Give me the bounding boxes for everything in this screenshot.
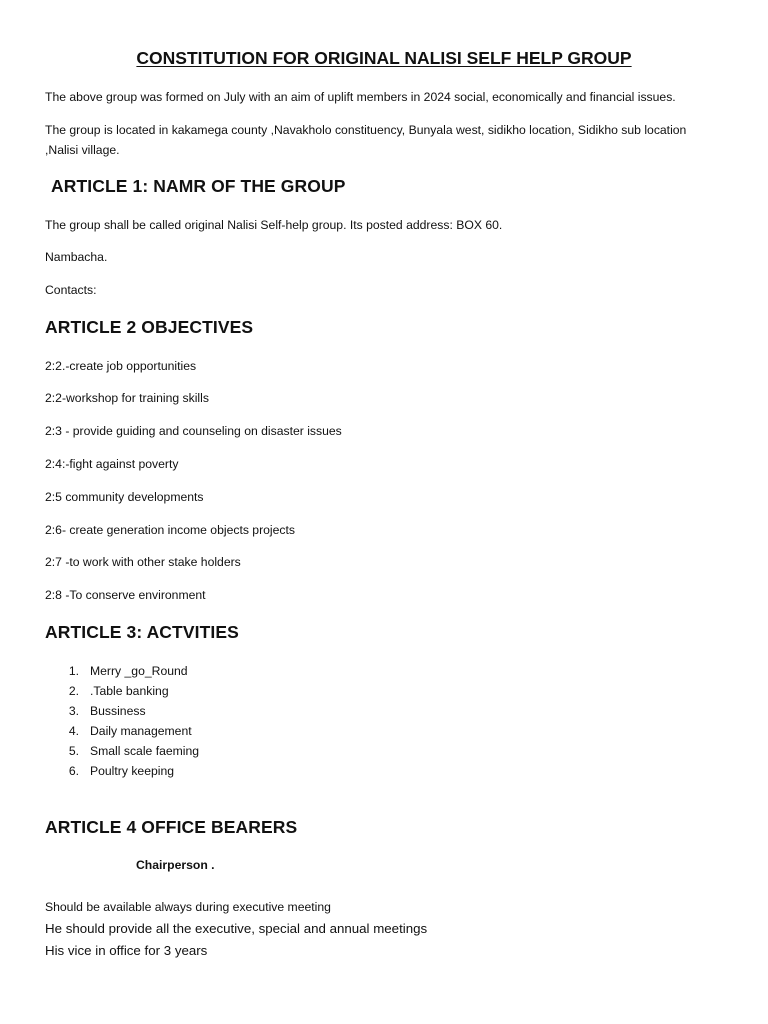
objective-item: 2:7 -to work with other stake holders — [45, 555, 241, 569]
list-item — [45, 761, 199, 781]
list-number: 6. — [68, 764, 79, 778]
objective-item: 2:8 -To conserve environment — [45, 588, 206, 602]
list-item-text: Bussiness — [90, 704, 146, 718]
objective-item: 2:4:-fight against poverty — [45, 457, 179, 471]
article-4-line-2: He should provide all the executive, special and annual meetings — [45, 921, 428, 936]
list-item-text: .Table banking — [90, 684, 169, 698]
list-item — [45, 681, 199, 701]
objective-item: 2:5 community developments — [45, 490, 204, 504]
list-number: 4. — [68, 724, 79, 738]
list-item — [45, 721, 199, 741]
list-item — [45, 661, 199, 681]
intro-paragraph-1: The above group was formed on July with an aim of uplift members in 2024 social, economically and financial issues. — [45, 90, 676, 104]
chairperson-subheading: Chairperson . — [136, 858, 215, 872]
objective-item: 2:3 - provide guiding and counseling on disaster issues — [45, 424, 342, 438]
activities-list — [45, 661, 199, 781]
article-4-heading: ARTICLE 4 OFFICE BEARERS — [45, 817, 298, 837]
list-number: 5. — [68, 744, 79, 758]
list-item — [45, 741, 199, 761]
intro-paragraph-2-line-2: ,Nalisi village. — [45, 143, 120, 157]
article-1-heading: ARTICLE 1: NAMR OF THE GROUP — [51, 176, 346, 196]
article-4-line-3: His vice in office for 3 years — [45, 943, 208, 958]
list-item — [45, 701, 199, 721]
intro-paragraph-2-line-1: The group is located in kakamega county ,Navakholo constituency, Bunyala west, sidikho location, Sidikho sub location — [45, 123, 687, 137]
list-item-text: Small scale faeming — [90, 744, 200, 758]
list-number: 1. — [68, 664, 79, 678]
article-1-line-3: Contacts: — [45, 283, 97, 297]
list-number: 2. — [68, 684, 79, 698]
list-number: 3. — [68, 704, 79, 718]
document-title: CONSTITUTION FOR ORIGINAL NALISI SELF HELP GROUP — [136, 48, 632, 68]
article-1-line-1: The group shall be called original Nalisi Self-help group. Its posted address: BOX 60. — [45, 218, 503, 232]
list-item-text: Poultry keeping — [90, 764, 175, 778]
list-item-text: Merry _go_Round — [90, 664, 188, 678]
article-1-line-2: Nambacha. — [45, 250, 108, 264]
article-3-heading: ARTICLE 3: ACTVITIES — [45, 622, 239, 642]
article-4-line-1: Should be available always during executive meeting — [45, 900, 331, 914]
list-item-text: Daily management — [90, 724, 192, 738]
objective-item: 2:6- create generation income objects projects — [45, 523, 295, 537]
article-2-heading: ARTICLE 2 OBJECTIVES — [45, 317, 254, 337]
objective-item: 2:2-workshop for training skills — [45, 391, 209, 405]
objective-item: 2:2.-create job opportunities — [45, 359, 197, 373]
